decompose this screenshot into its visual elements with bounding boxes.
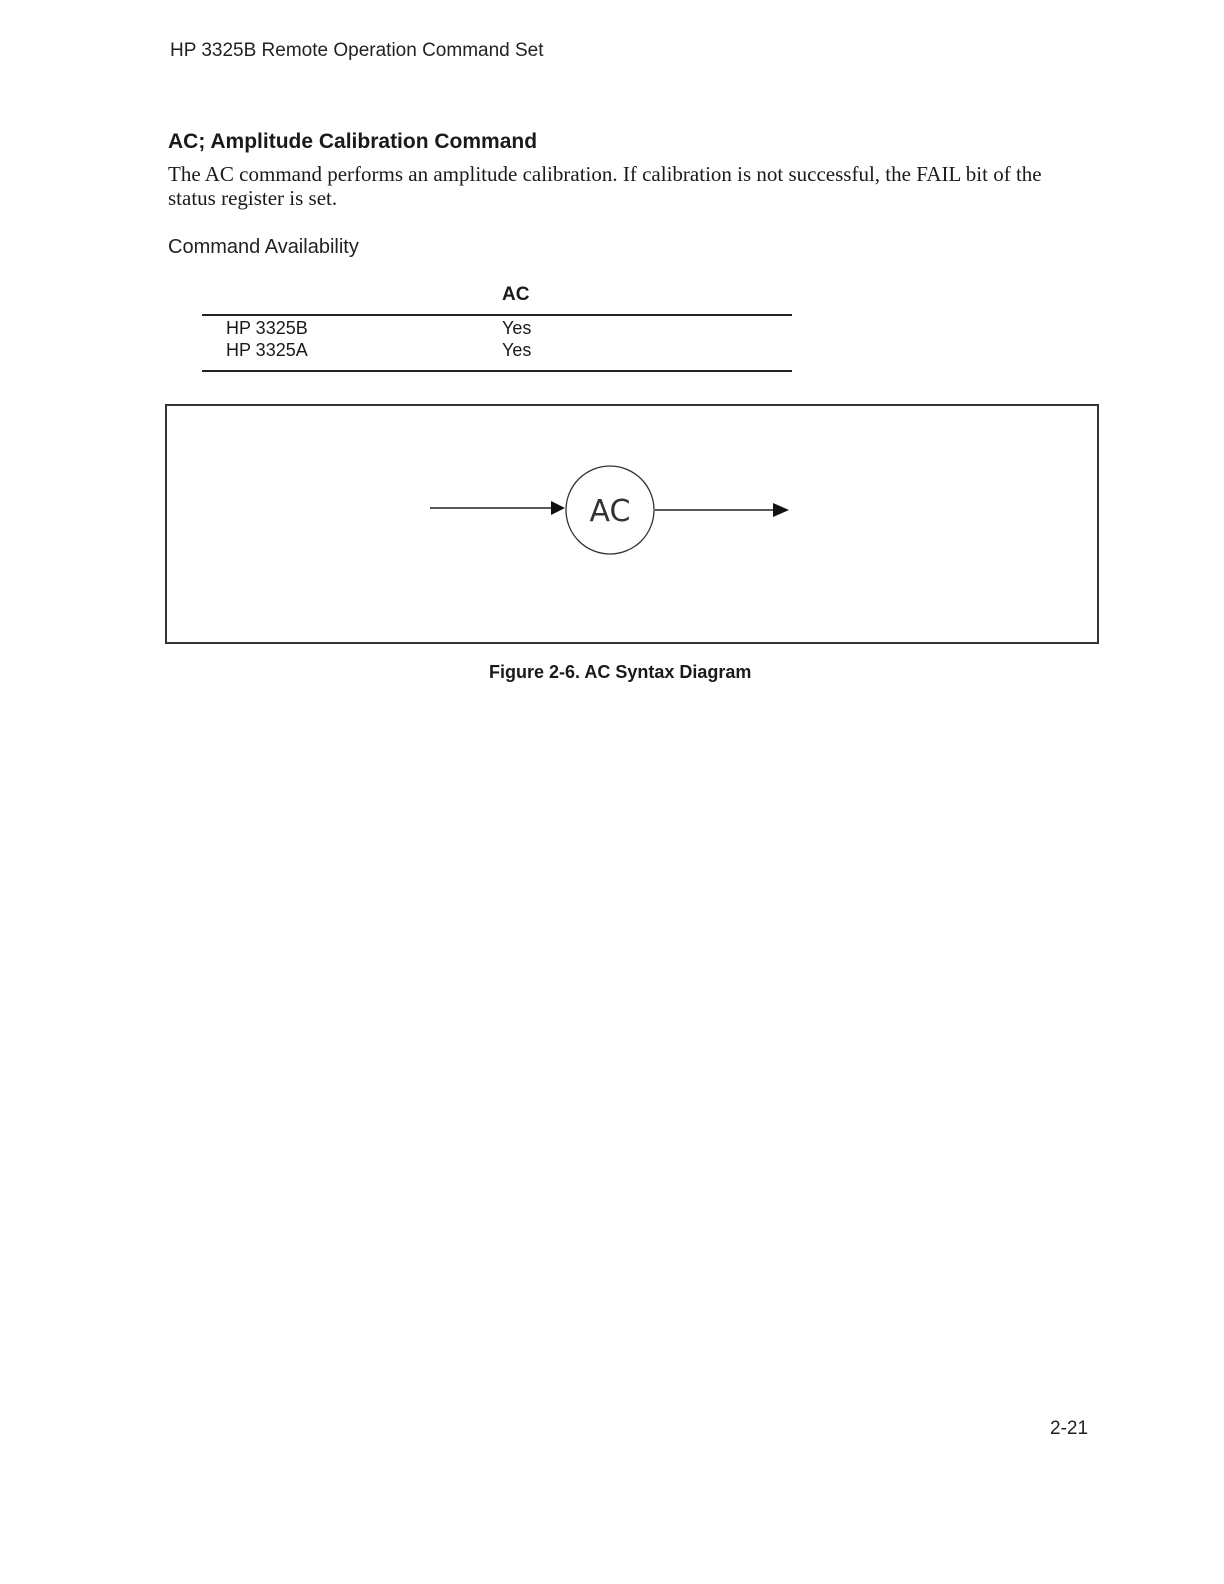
table-row [202, 340, 792, 362]
figure-caption: Figure 2-6. AC Syntax Diagram [489, 662, 752, 682]
syntax-diagram [167, 406, 1097, 642]
table-bottom-rule [202, 370, 792, 372]
availability-heading: Command Availability [168, 236, 359, 258]
syntax-diagram-box [165, 404, 1099, 644]
table-cell-model: HP 3325B [226, 318, 308, 338]
command-node-label: AC [589, 494, 631, 529]
page-number: 2-21 [1050, 1418, 1089, 1439]
table-cell-value: Yes [502, 340, 532, 360]
table-cell-model: HP 3325A [226, 340, 308, 360]
exit-arrow-icon [773, 503, 789, 517]
table-cell-value: Yes [502, 318, 532, 338]
body-paragraph: The AC command performs an amplitude calibration. If calibration is not successful, the FAIL bit of the status register is set. [168, 162, 1042, 210]
section-title: AC; Amplitude Calibration Command [168, 130, 538, 153]
running-header: HP 3325B Remote Operation Command Set [170, 40, 544, 61]
table-column-header: AC [502, 284, 530, 305]
entry-arrow-icon [551, 501, 565, 515]
table-top-rule [202, 314, 792, 316]
table-row [202, 318, 792, 340]
